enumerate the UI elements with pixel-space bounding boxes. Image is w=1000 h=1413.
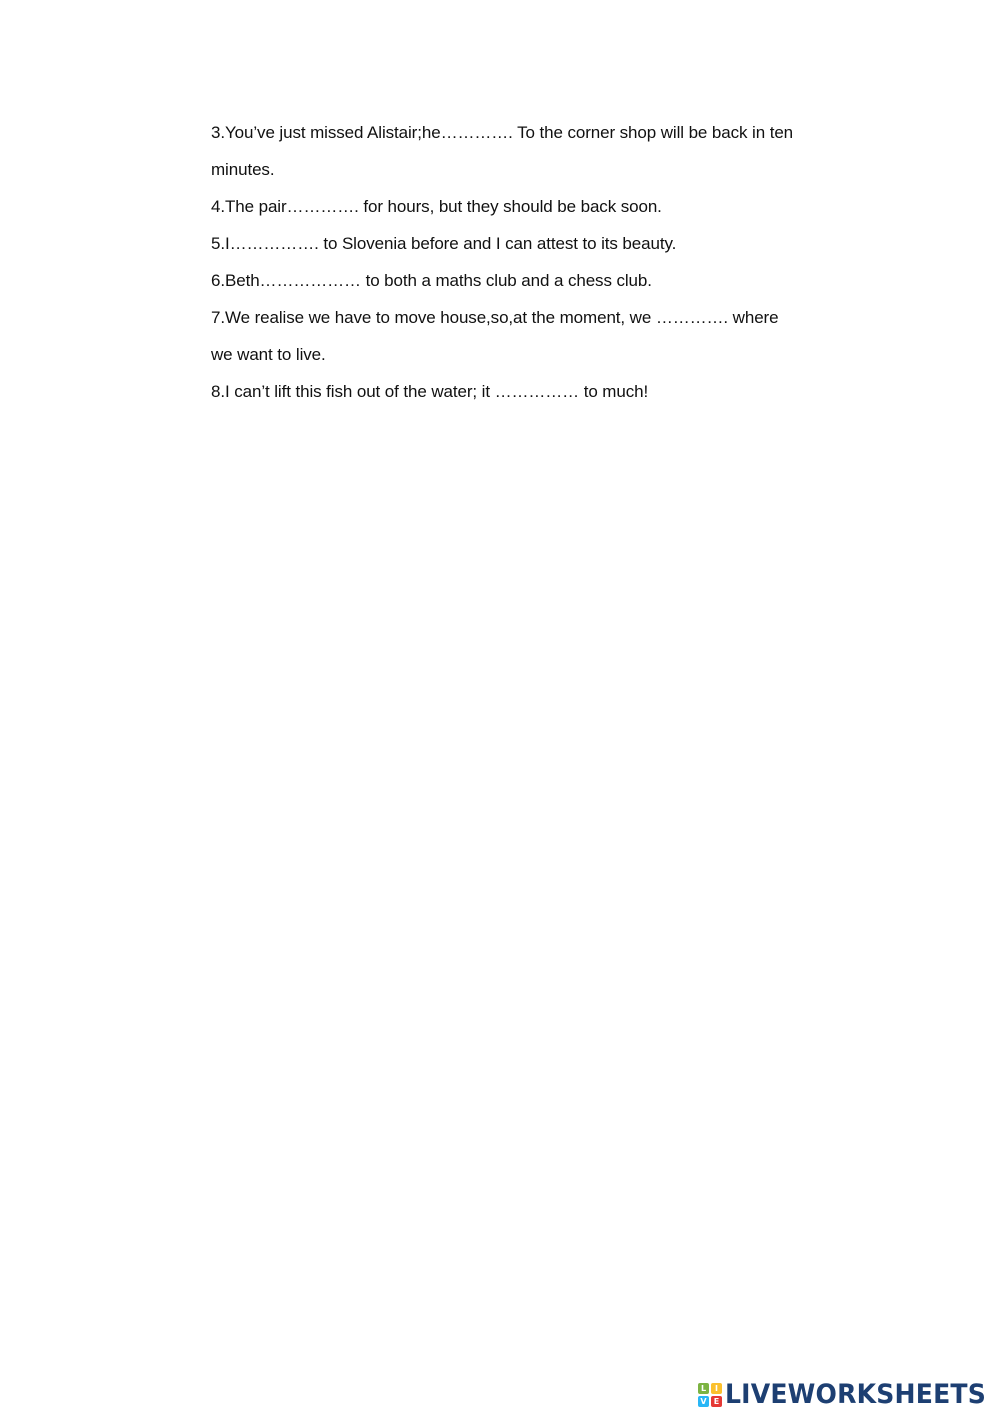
logo-square-l: L	[698, 1383, 709, 1394]
exercise-line-6: 6.Beth……………… to both a maths club and a chess club.	[211, 271, 652, 290]
logo-square-i: I	[711, 1383, 722, 1394]
exercise-line-8: 8.I can’t lift this fish out of the water; it …………… to much!	[211, 382, 649, 401]
exercise-text	[211, 120, 851, 416]
logo-squares-icon	[698, 1383, 722, 1407]
exercise-line-3-cont: minutes.	[211, 160, 275, 179]
exercise-line-3: 3.You’ve just missed Alistair;he…………. To the corner shop will be back in ten	[211, 123, 794, 142]
exercise-line-5: 5.I……………. to Slovenia before and I can attest to its beauty.	[211, 234, 677, 253]
logo-text: LIVEWORKSHEETS	[725, 1379, 986, 1410]
exercise-line-7: 7.We realise we have to move house,so,at the moment, we …………. where	[211, 308, 779, 327]
exercise-line-7-cont: we want to live.	[211, 345, 326, 364]
liveworksheets-logo	[698, 1379, 1000, 1410]
logo-square-e: E	[711, 1396, 722, 1407]
exercise-line-4: 4.The pair…………. for hours, but they should be back soon.	[211, 197, 662, 216]
logo-square-v: V	[698, 1396, 709, 1407]
